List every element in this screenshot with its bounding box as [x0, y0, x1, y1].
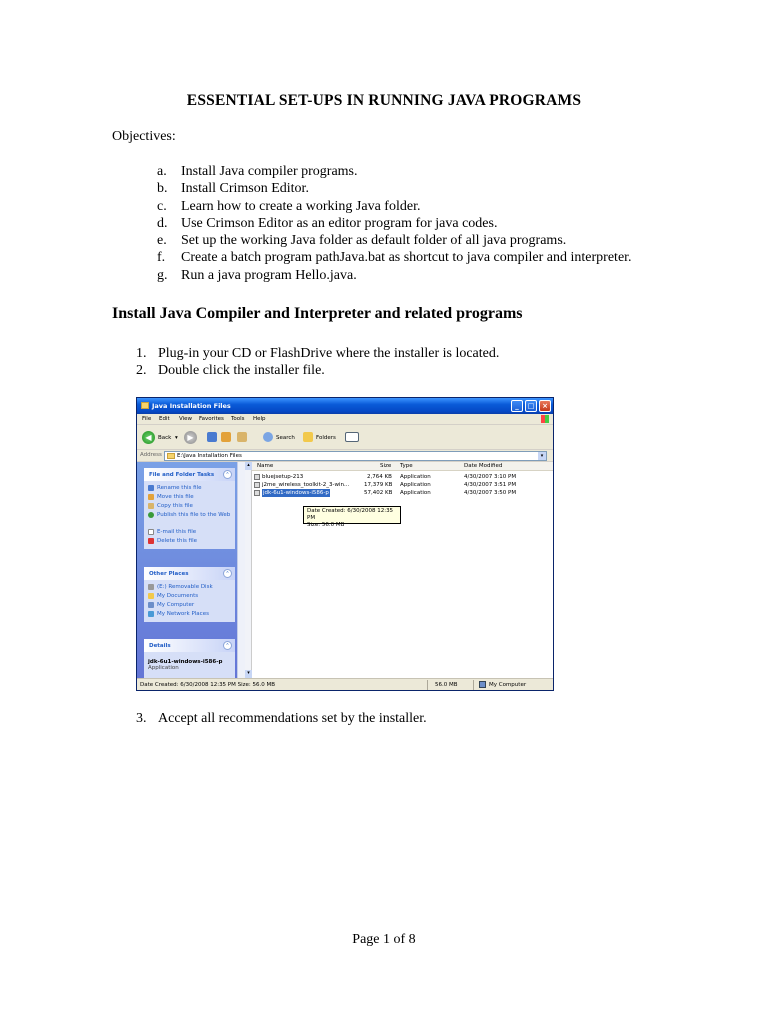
- copy-icon: [148, 503, 154, 509]
- collapse-icon[interactable]: ⌃: [223, 470, 232, 479]
- list-item: c. Learn how to create a working Java folder.: [157, 198, 421, 214]
- list-item: 1. Plug-in your CD or FlashDrive where the installer is located.: [136, 346, 500, 361]
- move-to-icon[interactable]: [237, 432, 247, 442]
- table-row[interactable]: jdk-6u1-windows-i586-p 57,402 KB Application 4/30/2007 3:50 PM: [252, 489, 554, 497]
- computer-icon: [479, 681, 486, 688]
- column-date[interactable]: Date Modified: [464, 463, 503, 469]
- page-footer: Page 1 of 8: [352, 932, 416, 947]
- delete-icon: [148, 538, 154, 544]
- place-removable-disk[interactable]: (E:) Removable Disk: [148, 583, 231, 592]
- column-size[interactable]: Size: [380, 463, 392, 469]
- globe-icon: [148, 512, 154, 518]
- address-input[interactable]: [164, 451, 547, 461]
- task-email[interactable]: E-mail this file: [148, 528, 231, 537]
- address-label: Address: [140, 452, 162, 458]
- list-item: d. Use Crimson Editor as an editor program for java codes.: [157, 215, 498, 231]
- maximize-button[interactable]: □: [525, 400, 537, 412]
- back-arrow-icon[interactable]: ◀: [142, 431, 155, 444]
- address-bar: [137, 450, 553, 462]
- section-heading: Install Java Compiler and Interpreter and related programs: [112, 305, 523, 322]
- status-bar: [137, 678, 553, 690]
- window-title: Java Installation Files: [152, 402, 231, 410]
- column-name[interactable]: Name: [257, 463, 274, 469]
- menu-help[interactable]: Help: [253, 416, 266, 422]
- folder-icon: [148, 593, 154, 599]
- place-my-network[interactable]: My Network Places: [148, 610, 231, 619]
- task-delete[interactable]: Delete this file: [148, 537, 231, 546]
- window-titlebar: [137, 398, 553, 414]
- menu-bar: [137, 414, 553, 425]
- collapse-icon[interactable]: ⌃: [223, 641, 232, 650]
- menu-file[interactable]: File: [142, 416, 152, 422]
- task-pane-scrollbar[interactable]: [237, 462, 245, 678]
- menu-view[interactable]: View: [179, 416, 193, 422]
- list-item: 2. Double click the installer file.: [136, 363, 325, 379]
- details-filename: jdk-6u1-windows-i586-p: [148, 659, 223, 665]
- list-item: g. Run a java program Hello.java.: [157, 267, 357, 283]
- folders-button[interactable]: Folders: [316, 435, 336, 441]
- document-title: ESSENTIAL SET-UPS IN RUNNING JAVA PROGRAMS: [186, 92, 582, 109]
- windows-flag-icon: [541, 415, 549, 423]
- move-icon: [148, 494, 154, 500]
- objectives-list: [157, 163, 632, 284]
- list-item: f. Create a batch program pathJava.bat as shortcut to java compiler and interpreter.: [157, 250, 632, 266]
- folders-icon[interactable]: [303, 432, 313, 442]
- scroll-down-icon[interactable]: ▾: [245, 670, 252, 678]
- file-tooltip: Date Created: 6/30/2008 12:35 PM Size: 56.0 MB: [303, 506, 401, 524]
- task-copy[interactable]: Copy this file: [148, 502, 231, 511]
- task-rename[interactable]: Rename this file: [148, 484, 231, 493]
- search-icon[interactable]: [263, 432, 273, 442]
- table-row[interactable]: j2me_wireless_toolkit-2_3-win... 17,379 KB Application 4/30/2007 3:51 PM: [252, 481, 554, 489]
- other-places-panel: [144, 567, 235, 622]
- details-type: Application: [148, 665, 179, 671]
- up-folder-icon[interactable]: [207, 432, 217, 442]
- explorer-screenshot: [136, 397, 554, 691]
- table-row[interactable]: bluejsetup-213 2,764 KB Application 4/30/2007 3:10 PM: [252, 473, 554, 481]
- details-panel: [144, 639, 235, 678]
- folder-icon: [167, 453, 175, 459]
- column-header: [252, 462, 554, 471]
- menu-edit[interactable]: Edit: [159, 416, 170, 422]
- back-button[interactable]: Back: [158, 435, 172, 441]
- list-item: b. Install Crimson Editor.: [157, 181, 309, 197]
- back-dropdown-icon[interactable]: ▾: [175, 435, 178, 441]
- status-location: My Computer: [489, 682, 527, 688]
- status-size: 56.0 MB: [435, 682, 458, 688]
- network-icon: [148, 611, 154, 617]
- file-list: [245, 462, 554, 678]
- menu-favorites[interactable]: Favorites: [199, 416, 224, 422]
- column-type[interactable]: Type: [400, 463, 413, 469]
- list-item: e. Set up the working Java folder as default folder of all java programs.: [157, 233, 567, 249]
- close-button[interactable]: ×: [539, 400, 551, 412]
- search-button[interactable]: Search: [276, 435, 295, 441]
- list-item: 3. Accept all recommendations set by the installer.: [136, 711, 427, 726]
- menu-tools[interactable]: Tools: [231, 416, 245, 422]
- copy-to-icon[interactable]: [221, 432, 231, 442]
- views-icon[interactable]: [345, 432, 359, 442]
- chevron-down-icon[interactable]: ▾: [538, 452, 546, 460]
- drive-icon: [148, 584, 154, 590]
- rename-icon: [148, 485, 154, 491]
- application-icon: [254, 482, 260, 488]
- scroll-up-icon[interactable]: ▴: [245, 462, 252, 470]
- status-info: Date Created: 6/30/2008 12:35 PM Size: 56.0 MB: [140, 682, 276, 688]
- place-my-documents[interactable]: My Documents: [148, 592, 231, 601]
- file-folder-tasks-panel: [144, 468, 235, 549]
- list-item: a. Install Java compiler programs.: [157, 164, 358, 179]
- envelope-icon: [148, 529, 154, 535]
- toolbar: [137, 426, 553, 450]
- file-list-scrollbar[interactable]: [245, 462, 252, 678]
- task-pane: [137, 462, 245, 678]
- objectives-label: Objectives:: [112, 129, 176, 144]
- forward-arrow-icon[interactable]: ▶: [184, 431, 197, 444]
- minimize-button[interactable]: _: [511, 400, 523, 412]
- task-publish[interactable]: Publish this file to the Web: [148, 511, 231, 528]
- panel-title: Details: [149, 643, 171, 649]
- place-my-computer[interactable]: My Computer: [148, 601, 231, 610]
- application-icon: [254, 490, 260, 496]
- collapse-icon[interactable]: ⌃: [223, 569, 232, 578]
- steps-list: [136, 345, 499, 380]
- task-move[interactable]: Move this file: [148, 493, 231, 502]
- application-icon: [254, 474, 260, 480]
- steps-list-continued: [136, 710, 427, 727]
- panel-title: Other Places: [149, 571, 189, 577]
- folder-icon: [141, 402, 149, 409]
- panel-title: File and Folder Tasks: [149, 472, 215, 478]
- address-value: E:\Java Installation Files: [177, 453, 242, 459]
- computer-icon: [148, 602, 154, 608]
